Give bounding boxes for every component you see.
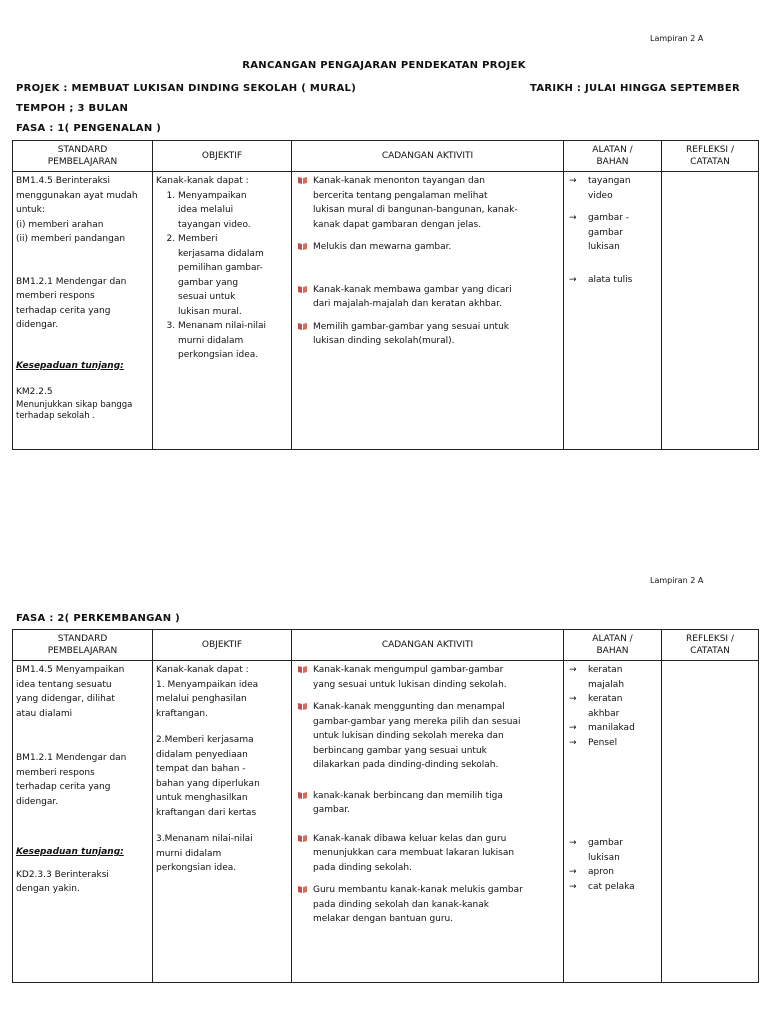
standard-a: BM1.4.5 Berinteraksi menggunakan ayat mudah untuk: (i) memberi arahan (ii) memberi pandangan: [16, 176, 138, 244]
alatan-item: → alata tulis: [567, 273, 658, 288]
arrow-right-icon: →: [569, 838, 577, 848]
arrow-right-icon: →: [569, 867, 577, 877]
aktiviti-item: Kanak-kanak menggunting dan menampal gambar-gambar yang mereka pilih dan sesuai untuk lukisan dinding sekolah mereka dan berbincang gambar yang sesuai untuk dilakarkan pada dinding-dinding sekolah.: [295, 700, 560, 773]
alatan-item: → keratan akhbar: [569, 694, 623, 719]
arrow-right-icon: →: [569, 723, 577, 733]
refleksi-cell: [662, 172, 759, 450]
objektif-item: 3.Menanam nilai-nilai murni didalam perkongsian idea.: [156, 834, 253, 873]
objektif-cell: [153, 661, 292, 983]
book-bullet-icon: [297, 833, 308, 843]
km-description: Menunjukkan sikap bangga terhadap sekolah .: [16, 399, 133, 421]
arrow-right-icon: →: [569, 274, 577, 285]
standard-cell: [13, 661, 153, 983]
header-standard: STANDARD PEMBELAJARAN: [13, 141, 153, 172]
refleksi-cell: [662, 661, 759, 983]
kesepaduan-label: Kesepaduan tunjang:: [16, 360, 124, 371]
aktiviti-cell: [292, 661, 564, 983]
objektif-intro: Kanak-kanak dapat :: [156, 176, 249, 186]
standard-a: BM1.4.5 Menyampaikan idea tentang sesuatu yang didengar, dilihat atau dialami: [16, 665, 125, 719]
header-alatan: ALATAN / BAHAN: [564, 141, 662, 172]
header-objektif: OBJEKTIF: [153, 141, 292, 172]
arrow-right-icon: →: [569, 665, 577, 675]
alatan-cell: [564, 172, 662, 450]
alatan-item: → cat pelaka: [567, 880, 658, 895]
aktiviti-item: Kanak-kanak membawa gambar yang dicari dari majalah-majalah dan keratan akhbar.: [295, 283, 560, 312]
header-standard: STANDARD PEMBELAJARAN: [13, 630, 153, 661]
alatan-item: → manilakad: [567, 721, 658, 736]
aktiviti-item: Guru membantu kanak-kanak melukis gambar pada dinding sekolah dan kanak-kanak melakar dengan bantuan guru.: [295, 883, 560, 927]
aktiviti-item: kanak-kanak berbincang dan memilih tiga gambar.: [295, 789, 560, 818]
kesepaduan-label: Kesepaduan tunjang:: [16, 847, 124, 857]
book-bullet-icon: [297, 321, 308, 331]
fasa-2-heading: FASA : 2( PERKEMBANGAN ): [16, 613, 181, 624]
lampiran-label: Lampiran 2 A: [650, 576, 704, 585]
kd-code: KD2.3.3 Berinteraksi dengan yakin.: [16, 869, 109, 894]
aktiviti-item: Melukis dan mewarna gambar.: [295, 240, 560, 255]
aktiviti-cell: [292, 172, 564, 450]
book-bullet-icon: [297, 884, 308, 894]
objektif-cell: [153, 172, 292, 450]
document-title: RANCANGAN PENGAJARAN PENDEKATAN PROJEK: [242, 60, 526, 71]
km-code: KM2.2.5: [16, 387, 53, 397]
objektif-item: 2. Memberi kerjasama didalam pemilihan gambar- gambar yang sesuai untuk lukisan mural.: [178, 232, 288, 319]
header-cadangan: CADANGAN AKTIVITI: [292, 630, 564, 661]
alatan-item: → apron: [567, 865, 658, 880]
alatan-item: → keratan majalah: [569, 665, 625, 690]
aktiviti-item: Kanak-kanak menonton tayangan dan bercerita tentang pengalaman melihat lukisan mural di bangunan-bangunan, kanak- kanak dapat gambaran dengan jelas.: [295, 174, 560, 232]
lampiran-label: Lampiran 2 A: [650, 34, 704, 43]
aktiviti-item: Kanak-kanak dibawa keluar kelas dan guru menunjukkan cara membuat lakaran lukisan pada dinding sekolah.: [295, 832, 560, 876]
alatan-item: → gambar lukisan: [569, 838, 623, 863]
tempoh-line: TEMPOH ; 3 BULAN: [16, 103, 129, 114]
book-bullet-icon: [297, 241, 308, 251]
projek-line: PROJEK : MEMBUAT LUKISAN DINDING SEKOLAH ( MURAL): [16, 83, 357, 94]
book-bullet-icon: [297, 284, 308, 294]
aktiviti-item: Kanak-kanak mengumpul gambar-gambar yang sesuai untuk lukisan dinding sekolah.: [295, 663, 560, 692]
arrow-right-icon: →: [569, 737, 577, 748]
alatan-item: → tayangan video: [569, 176, 631, 201]
aktiviti-item: Memilih gambar-gambar yang sesuai untuk lukisan dinding sekolah(mural).: [295, 320, 560, 349]
lesson-table-2: [12, 629, 759, 983]
book-bullet-icon: [297, 701, 308, 711]
alatan-cell: [564, 661, 662, 983]
arrow-right-icon: →: [569, 213, 577, 223]
objektif-item: 1. Menyampaikan idea melalui penghasilan kraftangan.: [156, 679, 259, 719]
header-refleksi: REFLEKSI / CATATAN: [662, 141, 759, 172]
objektif-intro: Kanak-kanak dapat :: [156, 665, 249, 675]
book-bullet-icon: [297, 664, 308, 674]
fasa-1-heading: FASA : 1( PENGENALAN ): [16, 123, 162, 134]
header-cadangan: CADANGAN AKTIVITI: [292, 141, 564, 172]
standard-b: BM1.2.1 Mendengar dan memberi respons terhadap cerita yang didengar.: [16, 276, 127, 330]
alatan-item: → Pensel: [567, 736, 658, 751]
lesson-table-1: [12, 140, 759, 450]
arrow-right-icon: →: [569, 694, 577, 704]
tarikh-line: TARIKH : JULAI HINGGA SEPTEMBER: [530, 83, 740, 94]
book-bullet-icon: [297, 175, 308, 185]
header-objektif: OBJEKTIF: [153, 630, 292, 661]
objektif-item: 2.Memberi kerjasama didalam penyediaan tempat dan bahan - bahan yang diperlukan untuk menghasilkan kraftangan dari kertas: [156, 735, 260, 818]
objektif-item: 3. Menanam nilai-nilai murni didalam perkongsian idea.: [178, 319, 288, 363]
alatan-item: → gambar - gambar lukisan: [569, 213, 630, 252]
arrow-right-icon: →: [569, 881, 577, 892]
objektif-item: 1. Menyampaikan idea melalui tayangan video.: [178, 189, 288, 233]
header-refleksi: REFLEKSI / CATATAN: [662, 630, 759, 661]
arrow-right-icon: →: [569, 176, 577, 186]
standard-cell: [13, 172, 153, 450]
header-alatan: ALATAN / BAHAN: [564, 630, 662, 661]
objektif-list: [156, 189, 288, 363]
standard-b: BM1.2.1 Mendengar dan memberi respons terhadap cerita yang didengar.: [16, 753, 127, 807]
book-bullet-icon: [297, 790, 308, 800]
